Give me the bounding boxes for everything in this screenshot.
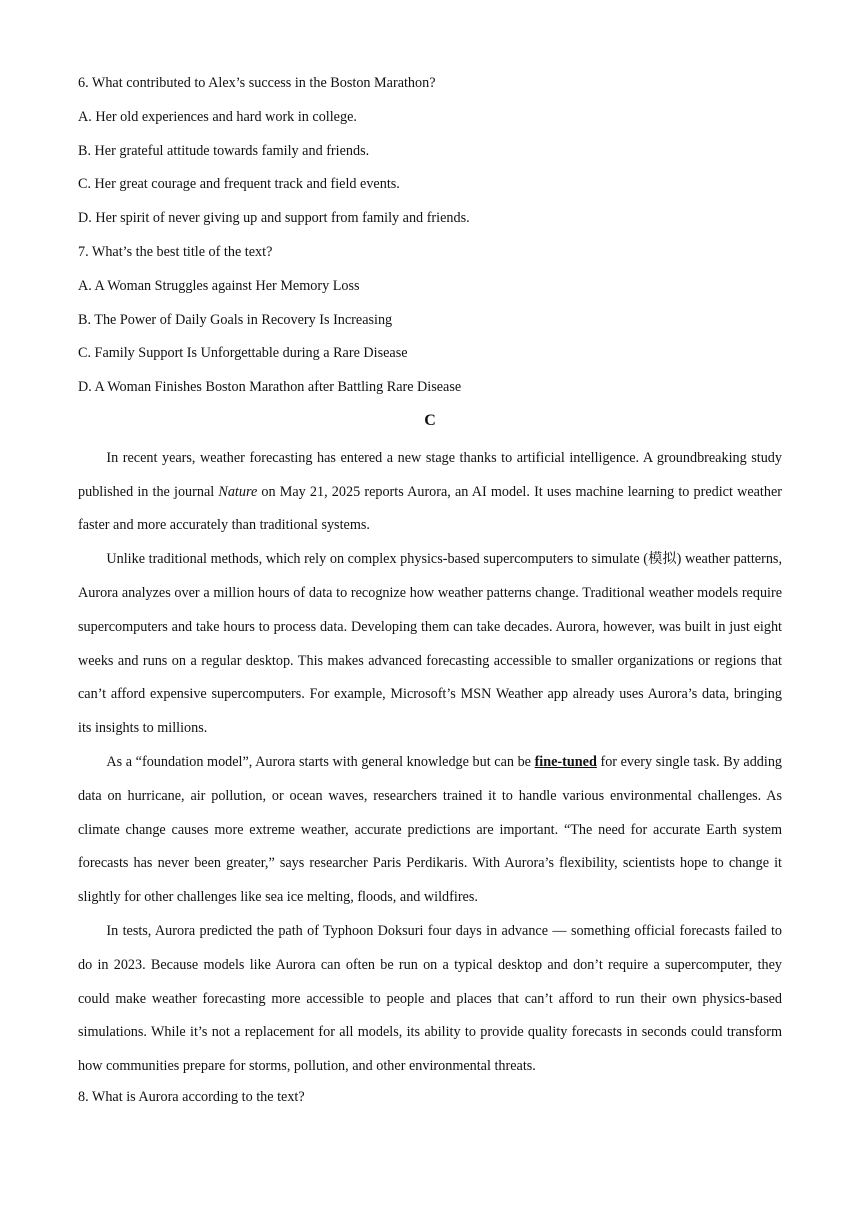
paragraph-3-text-end: for every single task. By adding data on hurricane, air pollution, or ocean waves, researchers trained it to handle various environmental challenges. As climate change causes more extreme weather, accurate predictions are important. “The need for accurate Earth system forecasts has never been greater,” says researcher Paris Perdikaris. With Aurora’s flexibility, scientists hope to change it slightly for other challenges like sea ice melting, floods, and wildfires.: [78, 753, 783, 906]
section-heading: C: [424, 411, 436, 429]
journal-name: Nature: [218, 483, 258, 500]
passage-paragraph-2: Unlike traditional methods, which rely on complex physics-based supercomputers to simulate (模拟) weather patterns, Aurora analyzes over a million hours of data to recognize how weather patterns change. Traditional weather models require supercomputers and take hours to process data. Developing them can take decades. Aurora, however, was built in just eight weeks and runs on a regular desktop. This makes advanced forecasting accessible to smaller organizations or regions that can’t afford expensive supercomputers. For example, Microsoft’s MSN Weather app already uses Aurora’s data, bringing its insights to millions.: [78, 551, 782, 737]
question-7-option-a: A. A Woman Struggles against Her Memory Loss: [78, 277, 360, 294]
document-page: [78, 70, 782, 1118]
question-6-option-a: A. Her old experiences and hard work in college.: [78, 108, 357, 125]
paragraph-1-text-start: In recent years, weather forecasting has entered a new stage thanks to artificial intelligence. A groundbreaking study published in the journal: [78, 449, 782, 500]
question-6-option-c: C. Her great courage and frequent track and field events.: [78, 176, 400, 193]
passage-paragraph-3: [78, 746, 782, 915]
question-7-option-b: B. The Power of Daily Goals in Recovery Is Increasing: [78, 311, 393, 328]
passage-paragraph-1: [78, 442, 782, 543]
underlined-term: fine-tuned: [534, 753, 597, 770]
question-7-stem: 7. What’s the best title of the text?: [78, 243, 273, 260]
paragraph-3-text-start: As a “foundation model”, Aurora starts with general knowledge but can be: [106, 753, 535, 770]
question-7-option-d: D. A Woman Finishes Boston Marathon after Battling Rare Disease: [78, 379, 462, 396]
paragraph-1-text-end: on May 21, 2025 reports Aurora, an AI model. It uses machine learning to predict weather faster and more accurately than traditional systems.: [78, 483, 782, 534]
question-7-option-c: C. Family Support Is Unforgettable during a Rare Disease: [78, 345, 408, 362]
question-8-stem: 8. What is Aurora according to the text?: [78, 1088, 305, 1105]
question-6-option-b: B. Her grateful attitude towards family and friends.: [78, 142, 370, 159]
question-6-option-d: D. Her spirit of never giving up and support from family and friends.: [78, 210, 470, 227]
question-6-stem: 6. What contributed to Alex’s success in the Boston Marathon?: [78, 75, 436, 91]
passage-paragraph-4: In tests, Aurora predicted the path of Typhoon Doksuri four days in advance — something official forecasts failed to do in 2023. Because models like Aurora can often be run on a typical desktop and don’t require a supercomputer, they could make weather forecasting more accessible to people and places that can’t afford to run their own physics-based simulations. While it’s not a replacement for all models, its ability to provide quality forecasts in seconds could transform how communities prepare for storms, pollution, and other environmental threats.: [78, 922, 782, 1075]
